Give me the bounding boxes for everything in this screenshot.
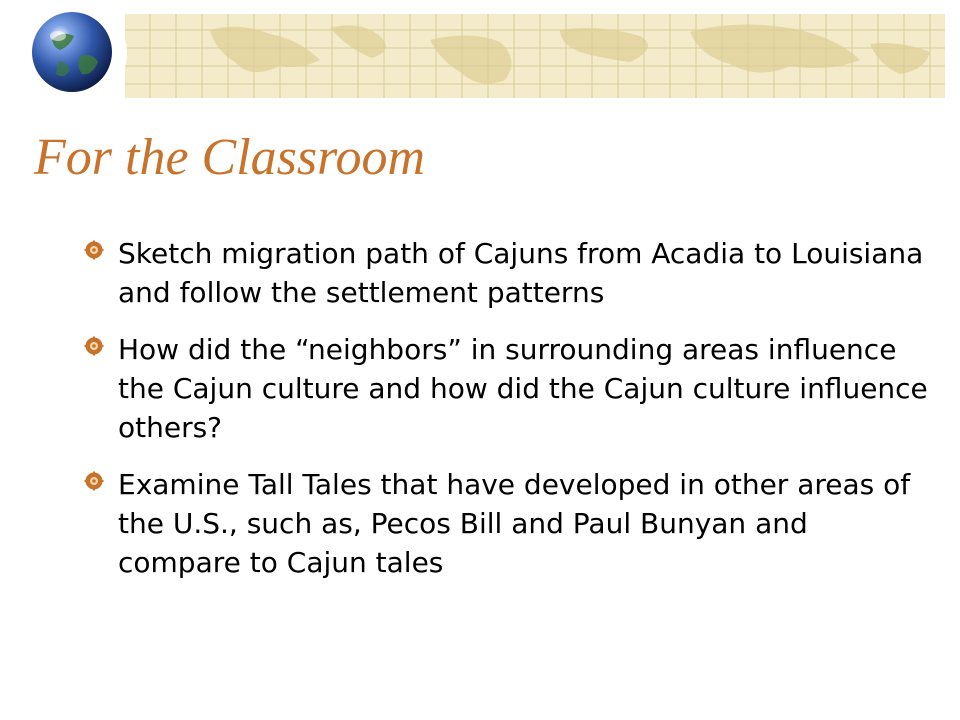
gear-bullet-icon <box>84 471 104 491</box>
bullet-text: Examine Tall Tales that have developed in other areas of the U.S., such as, Pecos Bill and Paul Bunyan and compare to Cajun tales <box>118 468 911 579</box>
world-map-strip <box>0 0 960 110</box>
gear-bullet-icon <box>84 336 104 356</box>
bullet-text: Sketch migration path of Cajuns from Acadia to Louisiana and follow the settlement patterns <box>118 237 924 309</box>
slide-title: For the Classroom <box>34 129 425 186</box>
bullet-item <box>84 330 934 447</box>
bullet-text: How did the “neighbors” in surrounding areas influence the Cajun culture and how did the Cajun culture influence others? <box>118 333 928 444</box>
bullet-item <box>84 234 934 312</box>
bullet-item <box>84 465 934 582</box>
bullet-list <box>84 234 934 600</box>
gear-bullet-icon <box>84 240 104 260</box>
header-banner <box>0 0 960 110</box>
globe-icon <box>23 1 127 105</box>
